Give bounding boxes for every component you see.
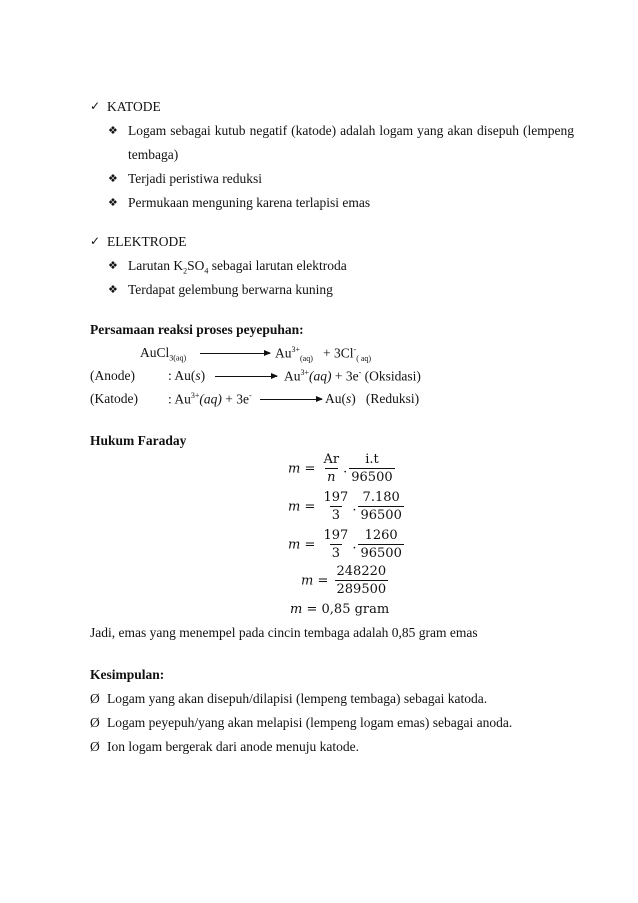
kesimpulan-item-3: Ion logam bergerak dari anode menuju katode.: [107, 739, 360, 754]
arrow-bullet-icon: Ø: [90, 715, 100, 730]
kesimpulan-heading: Kesimpulan:: [90, 667, 165, 682]
diamond-bullet-icon: ❖: [108, 124, 118, 137]
faraday-eq-4: m = $\frac{248220}{289500}$: [301, 564, 387, 597]
katode-item-1: Logam sebagai kutub negatif (katode) adalah logam yang akan disepuh (lempeng: [128, 123, 574, 138]
faraday-conclusion: Jadi, emas yang menempel pada cincin tembaga adalah 0,85 gram emas: [90, 625, 478, 640]
arrow-bullet-icon: Ø: [90, 739, 100, 754]
reaction-arrow: [260, 399, 322, 400]
diamond-bullet-icon: ❖: [108, 283, 118, 296]
reaction-1-right: $Au^{3+}_{(aq)}$ + $3Cl^-_{( aq)}$: [275, 345, 372, 364]
elektrode-heading: ELEKTRODE: [107, 234, 187, 249]
katode-heading: KATODE: [107, 99, 161, 114]
katode-item-3: Permukaan menguning karena terlapisi emas: [128, 195, 371, 210]
katode-item-1-cont: tembaga): [128, 147, 179, 162]
diamond-bullet-icon: ❖: [108, 196, 118, 209]
faraday-heading: Hukum Faraday: [90, 433, 187, 448]
faraday-result: m = 0,85 gram: [290, 602, 390, 617]
katode-right: Au(s) (Reduksi): [325, 391, 420, 406]
anode-label: (Anode): [90, 368, 135, 383]
faraday-eq-1: m = $\frac{Ar}{n}$ . $\frac{i.t}{96500}$: [288, 452, 393, 485]
katode-label: (Katode): [90, 391, 138, 406]
faraday-eq-3: m = $\frac{197}{3}$ . $\frac{1260}{96500}$: [288, 528, 402, 561]
katode-left: : $Au^{3+}(aq) + 3e^-$: [168, 391, 252, 407]
katode-item-2: Terjadi peristiwa reduksi: [128, 171, 263, 186]
elektrode-item-1: Larutan $K_2SO_4$ sebagai larutan elektroda: [128, 258, 347, 276]
diamond-bullet-icon: ❖: [108, 259, 118, 272]
faraday-eq-2: m = $\frac{197}{3}$ . $\frac{7.180}{96500}$: [288, 490, 402, 523]
check-icon: ✓: [90, 99, 101, 113]
check-icon: ✓: [90, 234, 101, 248]
kesimpulan-item-1: Logam yang akan disepuh/dilapisi (lempeng tembaga) sebagai katoda.: [107, 691, 488, 706]
anode-right: $Au^{3+}(aq) + 3e^-$ (Oksidasi): [284, 368, 421, 384]
kesimpulan-item-2: Logam peyepuh/yang akan melapisi (lempeng logam emas) sebagai anoda.: [107, 715, 513, 730]
anode-left: : Au(s): [168, 368, 206, 383]
elektrode-item-2: Terdapat gelembung berwarna kuning: [128, 282, 333, 297]
persamaan-heading: Persamaan reaksi proses peyepuhan:: [90, 322, 304, 337]
reaction-arrow: [200, 353, 270, 354]
diamond-bullet-icon: ❖: [108, 172, 118, 185]
reaction-1-left: AuCl$_{3(aq)}$: [140, 345, 187, 363]
reaction-arrow: [215, 376, 277, 377]
arrow-bullet-icon: Ø: [90, 691, 100, 706]
